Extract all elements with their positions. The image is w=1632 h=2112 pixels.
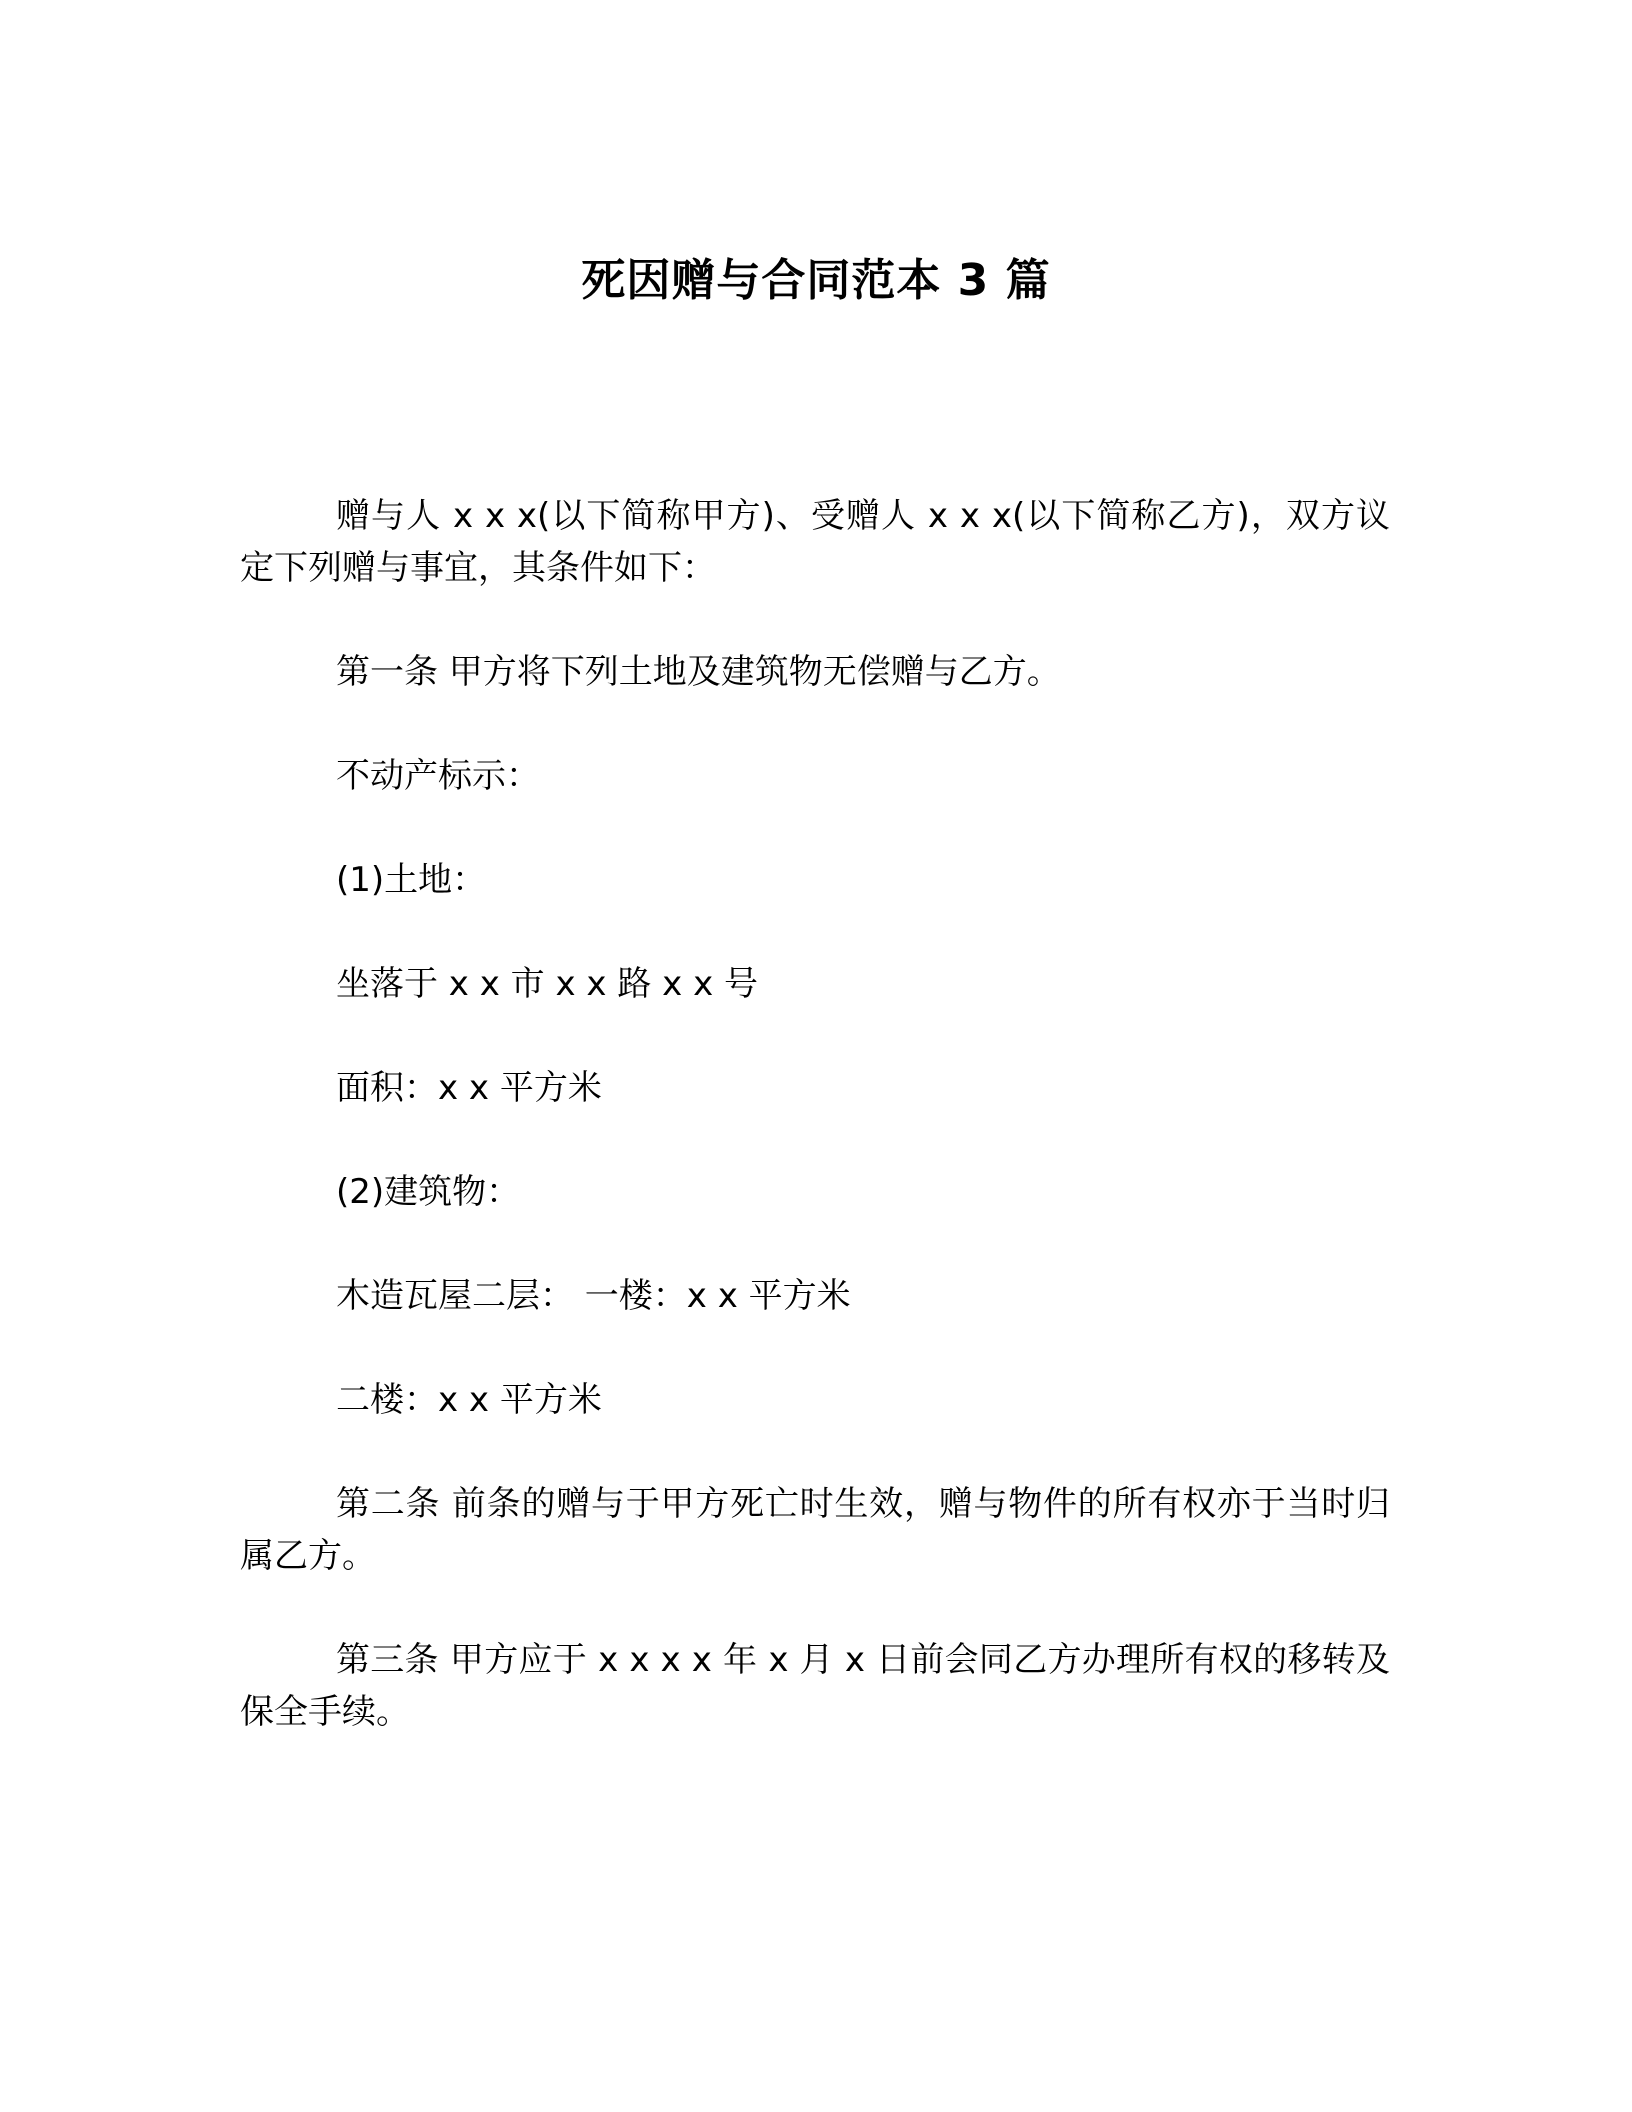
paragraph-property-label: 不动产标示： [336,756,540,796]
paragraph-building-floor-1: 木造瓦屋二层： 一楼：x x 平方米 [336,1276,851,1316]
document-title: 死因赠与合同范本 3 篇 [581,255,1051,307]
paragraph-land-label: (1)土地： [336,860,487,900]
paragraph-article-1: 第一条 甲方将下列土地及建筑物无偿赠与乙方。 [336,652,1061,692]
paragraph-intro: 赠与人 x x x(以下简称甲方)、受赠人 x x x(以下简称乙方)，双方议定下列赠与事宜，其条件如下： [240,496,1390,588]
paragraph-building-floor-2: 二楼：x x 平方米 [336,1380,602,1420]
paragraph-building-label: (2)建筑物： [336,1172,521,1212]
paragraph-article-3: 第三条 甲方应于 x x x x 年 x 月 x 日前会同乙方办理所有权的移转及保全手续。 [240,1640,1390,1732]
paragraph-land-location: 坐落于 x x 市 x x 路 x x 号 [336,964,758,1004]
paragraph-land-area: 面积：x x 平方米 [336,1068,602,1108]
paragraph-article-2: 第二条 前条的赠与于甲方死亡时生效，赠与物件的所有权亦于当时归属乙方。 [240,1484,1390,1576]
document-body [240,490,1390,1790]
